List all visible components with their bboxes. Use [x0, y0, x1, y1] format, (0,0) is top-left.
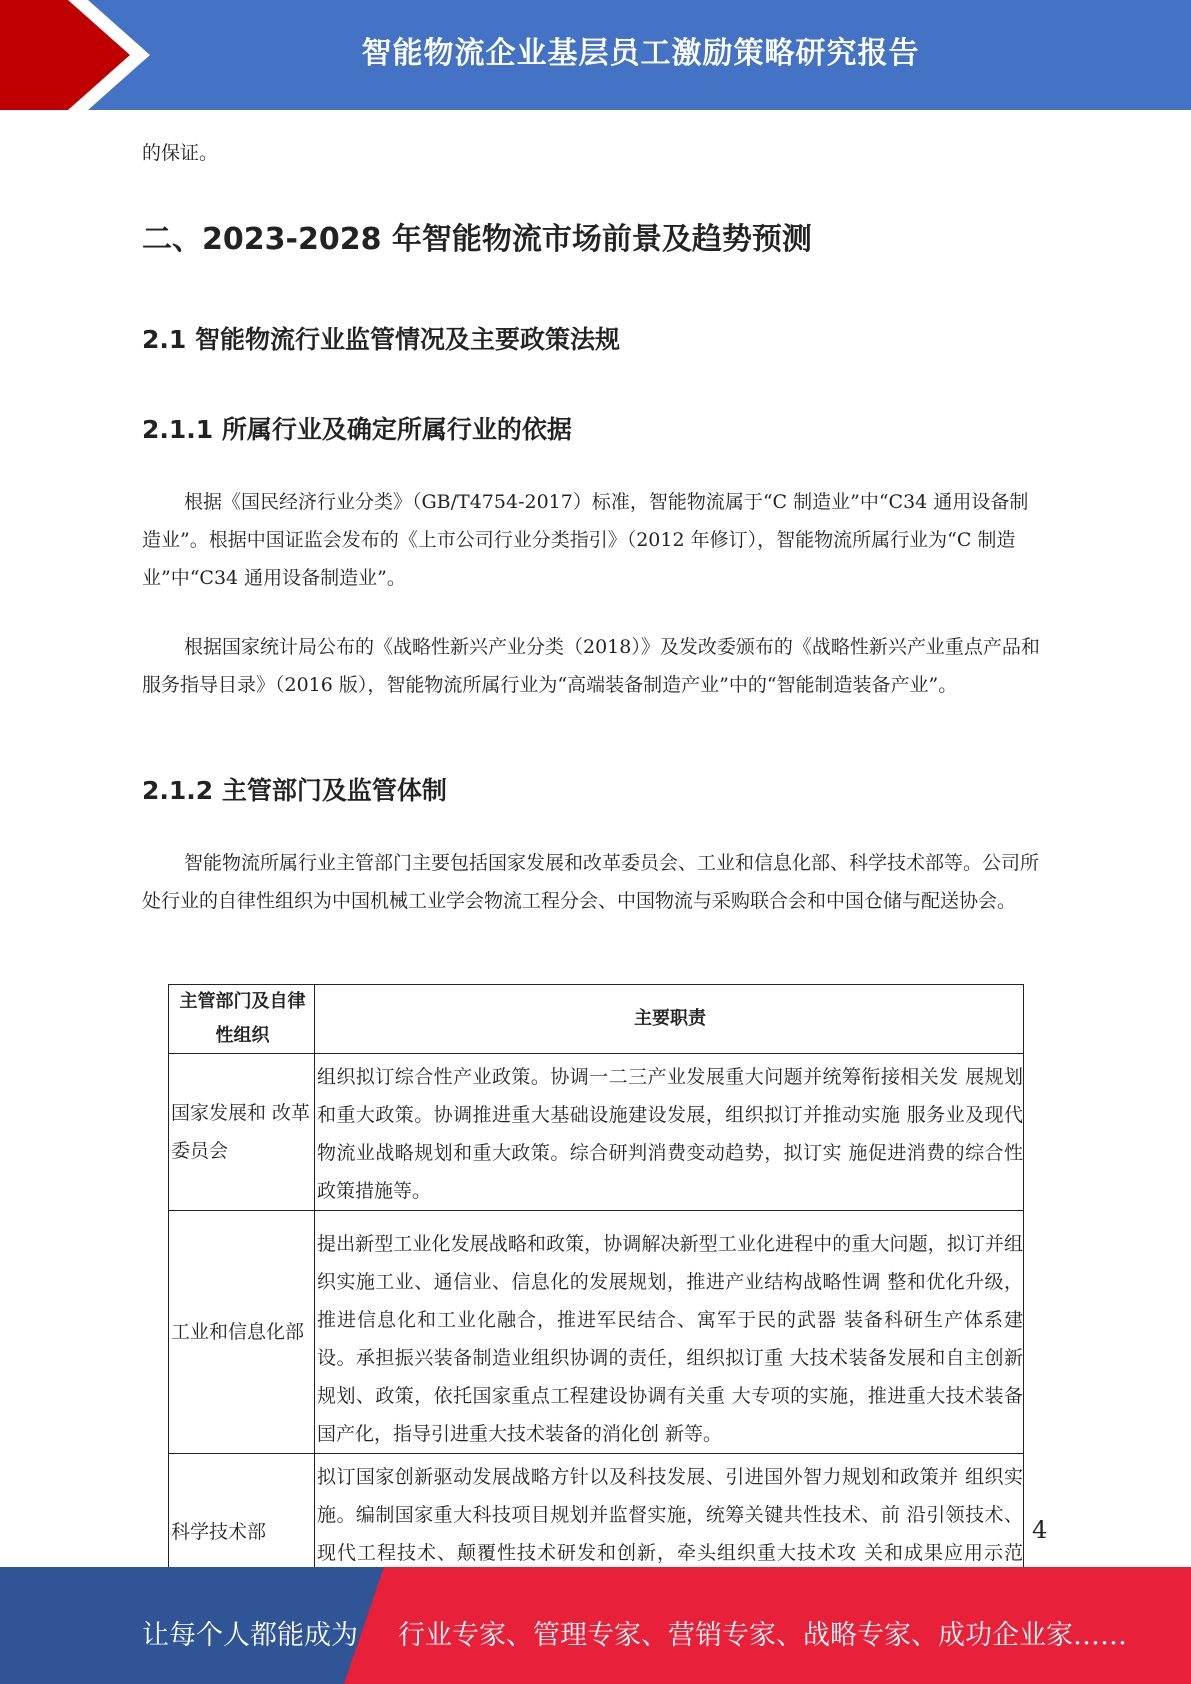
table-cell-dept: 科学技术部 — [169, 1454, 315, 1611]
footer-slogan-left: 让每个人都能成为 — [142, 1620, 358, 1651]
table-cell-duties: 提出新型工业化发展战略和政策，协调解决新型工业化进程中的重大问题，拟订并组织实施工业、通信业、信息化的发展规划，推进产业结构战略性调 整和优化升级，推进信息化和工业化融合，推进军民结合、寓军于民的武器 装备科研生产体系建设。承担振兴装备制造业组织协调的责任，组织拟订重 大技术装备发展和自主创新规划、政策，依托国家重点工程建设协调有关重 大专项的实施，推进重大技术装备国产化，指导引进重大技术装备的消化创 新等。 — [315, 1211, 1024, 1454]
chapter-heading: 二、2023-2028 年智能物流市场前景及趋势预测 — [142, 222, 812, 257]
paragraph-continuation: 的保证。 — [142, 142, 219, 164]
paragraph-industry-classification: 根据《国民经济行业分类》（GB/T4754-2017）标准，智能物流属于“C 制造业”中“C34 通用设备制造业”。根据中国证监会发布的《上市公司行业分类指引》（2012 年修订），智能物流所属行业为“C 制造业”中“C34 通用设备制造业”。 — [142, 491, 1029, 589]
table-cell-dept: 工业和信息化部 — [169, 1211, 315, 1454]
page-footer — [0, 1567, 1191, 1684]
paragraph-strategic-industry: 根据国家统计局公布的《战略性新兴产业分类（2018）》及发改委颁布的《战略性新兴产业重点产品和服务指导目录》（2016 版），智能物流所属行业为“高端装备制造产业”中的“智能制造装备产业”。 — [142, 636, 1040, 696]
table-row — [169, 1211, 1024, 1454]
table-header-duties: 主要职责 — [315, 985, 1024, 1054]
table-header-row — [169, 985, 1024, 1054]
regulator-table — [168, 984, 1024, 1611]
table-row — [169, 1054, 1024, 1211]
footer-slogan-right: 行业专家、管理专家、营销专家、战略专家、成功企业家…… — [398, 1620, 1127, 1651]
table-header-dept: 主管部门及自律性组织 — [169, 985, 315, 1054]
section-heading-2-1-2: 2.1.2 主管部门及监管体制 — [142, 776, 447, 805]
page-header — [0, 0, 1191, 110]
section-heading-2-1-1: 2.1.1 所属行业及确定所属行业的依据 — [142, 415, 572, 444]
section-heading-2-1: 2.1 智能物流行业监管情况及主要政策法规 — [142, 325, 620, 354]
table-cell-dept: 国家发展和 改革委员会 — [169, 1054, 315, 1211]
paragraph-regulators: 智能物流所属行业主管部门主要包括国家发展和改革委员会、工业和信息化部、科学技术部等。公司所处行业的自律性组织为中国机械工业学会物流工程分会、中国物流与采购联合会和中国仓储与配送协会。 — [142, 852, 1040, 912]
table-cell-duties: 组织拟订综合性产业政策。协调一二三产业发展重大问题并统筹衔接相关发 展规划和重大政策。协调推进重大基础设施建设发展，组织拟订并推动实施 服务业及现代物流业战略规划和重大政策。综合研判消费变动趋势，拟订实 施促进消费的综合性政策措施等。 — [315, 1054, 1024, 1211]
table-cell-duties: 拟订国家创新驱动发展战略方针以及科技发展、引进国外智力规划和政策并 组织实施。编制国家重大科技项目规划并监督实施，统筹关键共性技术、前 沿引领技术、现代工程技术、颠覆性技术研发和创新，牵头组织重大技术攻 关和成果应用示范 — [315, 1454, 1024, 1611]
regulator-table-container — [168, 984, 1023, 1564]
report-title: 智能物流企业基层员工激励策略研究报告 — [361, 36, 920, 71]
page-number: 4 — [1032, 1516, 1048, 1544]
